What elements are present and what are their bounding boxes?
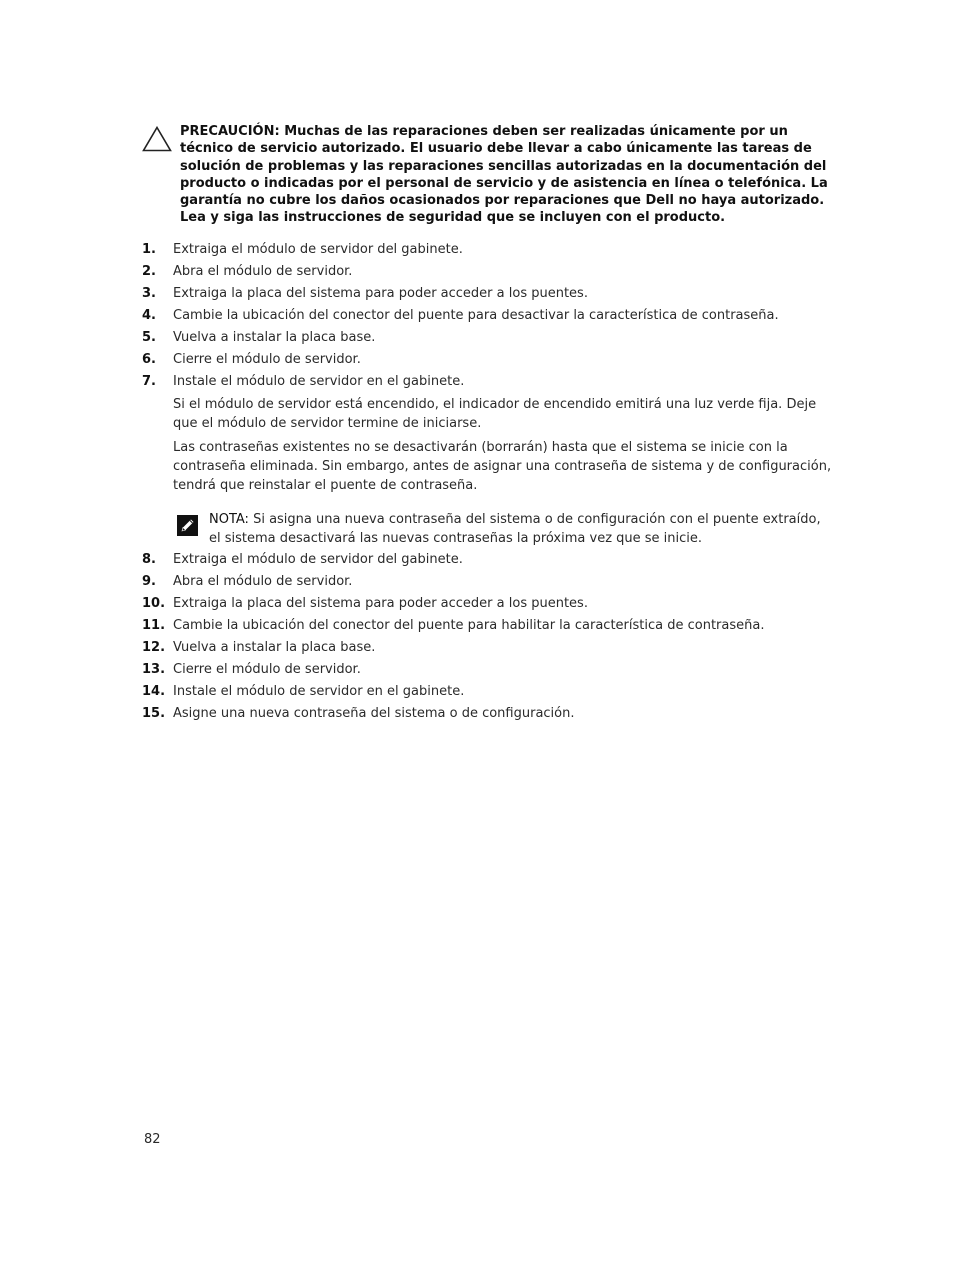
- step7-paragraph-2: Las contraseñas existentes no se desactivarán (borrarán) hasta que el sistema se inicie con la contraseña eliminada. Sin embargo, antes de asignar una contraseña de sistema y de configuración, tendrá que reinstalar el puente de contraseña.: [173, 440, 832, 493]
- step-text: Cierre el módulo de servidor.: [173, 352, 361, 367]
- step-text: Extraiga la placa del sistema para poder acceder a los puentes.: [173, 596, 588, 611]
- step-number: 6.: [142, 352, 156, 367]
- list-item: [142, 350, 842, 372]
- step-number: 7.: [142, 374, 156, 389]
- step-number: 15.: [142, 706, 166, 721]
- note-pencil-icon: [177, 515, 198, 536]
- step7-paragraph-1: Si el módulo de servidor está encendido, el indicador de encendido emitirá una luz verde fija. Deje que el módulo de servidor termine de iniciarse.: [173, 397, 817, 431]
- warning-triangle-icon: [142, 126, 172, 152]
- step-text: Extraiga el módulo de servidor del gabinete.: [173, 552, 463, 567]
- step-text: Abra el módulo de servidor.: [173, 574, 353, 589]
- step-number: 11.: [142, 618, 166, 633]
- list-item: [142, 372, 842, 394]
- page-number: 82: [144, 1132, 161, 1147]
- list-item: [142, 262, 842, 284]
- list-item: [142, 328, 842, 350]
- list-item: [142, 660, 842, 682]
- step-text: Abra el módulo de servidor.: [173, 264, 353, 279]
- list-item: [142, 616, 842, 638]
- note-text: [209, 510, 833, 548]
- list-item: [142, 550, 842, 572]
- list-item: [142, 594, 842, 616]
- step-number: 5.: [142, 330, 156, 345]
- step-number: 13.: [142, 662, 166, 677]
- list-item: [142, 682, 842, 704]
- note-label: NOTA:: [209, 512, 249, 527]
- step-number: 2.: [142, 264, 156, 279]
- step-number: 12.: [142, 640, 166, 655]
- caution-text: PRECAUCIÓN: Muchas de las reparaciones deben ser realizadas únicamente por un técnico de servicio autorizado. El usuario debe llevar a cabo únicamente las tareas de solución de problemas y las reparaciones sencillas autorizadas en la documentación del producto o indicadas por el personal de servicio y de asistencia en línea o telefónica. La garantía no cubre los daños ocasionados por reparaciones que Dell no haya autorizado. Lea y siga las instrucciones de seguridad que se incluyen con el producto.: [180, 124, 828, 226]
- list-item: [142, 572, 842, 594]
- step-text: Instale el módulo de servidor en el gabinete.: [173, 374, 465, 389]
- step-text: Vuelva a instalar la placa base.: [173, 330, 376, 345]
- step-number: 10.: [142, 596, 166, 611]
- step-text: Cambie la ubicación del conector del puente para habilitar la característica de contraseña.: [173, 618, 765, 633]
- list-item: [142, 240, 842, 262]
- note-box: [173, 510, 842, 550]
- step-text: Cierre el módulo de servidor.: [173, 662, 361, 677]
- list-item: [142, 306, 842, 328]
- step-text: Extraiga el módulo de servidor del gabinete.: [173, 242, 463, 257]
- step-number: 1.: [142, 242, 156, 257]
- step-number: 14.: [142, 684, 166, 699]
- step-text: Cambie la ubicación del conector del puente para desactivar la característica de contraseña.: [173, 308, 779, 323]
- step-text: Extraiga la placa del sistema para poder acceder a los puentes.: [173, 286, 588, 301]
- list-item: [142, 284, 842, 306]
- list-item: [142, 704, 842, 726]
- step-number: 8.: [142, 552, 156, 567]
- step-number: 4.: [142, 308, 156, 323]
- step-number: 9.: [142, 574, 156, 589]
- procedure-steps: [142, 240, 842, 726]
- step-text: Instale el módulo de servidor en el gabinete.: [173, 684, 465, 699]
- step-text: Vuelva a instalar la placa base.: [173, 640, 376, 655]
- step-number: 3.: [142, 286, 156, 301]
- list-item: [142, 638, 842, 660]
- note-body: Si asigna una nueva contraseña del sistema o de configuración con el puente extraído, el sistema desactivará las nuevas contraseñas la próxima vez que se inicie.: [209, 512, 821, 546]
- step-text: Asigne una nueva contraseña del sistema o de configuración.: [173, 706, 575, 721]
